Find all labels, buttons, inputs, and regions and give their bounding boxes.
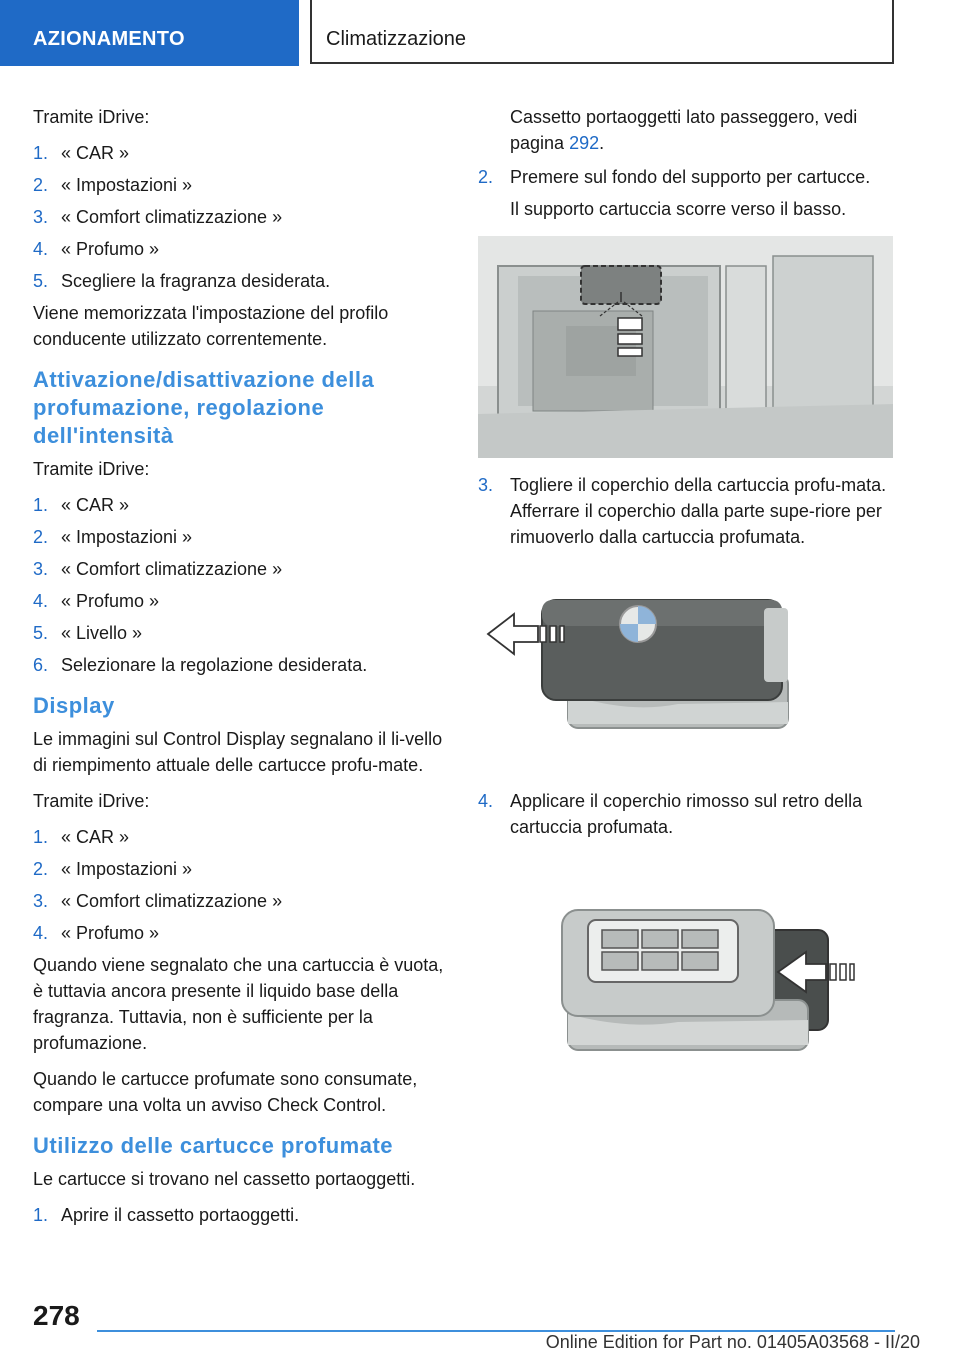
step-item (478, 788, 898, 840)
chapter-title: Climatizzazione (310, 0, 894, 64)
step-text: Premere sul fondo del supporto per cartucce. (510, 167, 871, 187)
step-item (33, 524, 448, 550)
step-number: 1. (33, 143, 49, 163)
step-list (33, 140, 448, 294)
step-note: Il supporto cartuccia scorre verso il basso. (510, 199, 847, 219)
step-item (33, 620, 448, 646)
step-number: 1. (33, 495, 49, 515)
body-paragraph: Quando le cartucce profumate sono consumate, compare una volta un avviso Check Control. (33, 1069, 418, 1115)
page-number: 278 (33, 1300, 80, 1331)
section-heading-display: Display (33, 693, 115, 718)
step-item (33, 652, 448, 678)
step-item (33, 204, 448, 230)
step-text: « Impostazioni » (61, 527, 193, 547)
section-heading-usage: Utilizzo delle cartucce profumate (33, 1133, 394, 1158)
section-tab: AZIONAMENTO (0, 0, 299, 66)
step-item (478, 164, 898, 190)
step-number: 5. (33, 271, 49, 291)
step-number: 4. (478, 791, 494, 811)
body-paragraph: Quando viene segnalato che una cartuccia è vuota, è tuttavia ancora presente il liquido base della fragranza. Tuttavia, non è sufficiente per la profumazione. (33, 955, 444, 1053)
step-number: 6. (33, 655, 49, 675)
step-number: 2. (478, 167, 494, 187)
step-item (33, 492, 448, 518)
step-number: 5. (33, 623, 49, 643)
step-item (33, 888, 448, 914)
step-item (33, 856, 448, 882)
step-list (33, 824, 448, 946)
step-number: 1. (33, 827, 49, 847)
step-text: Aprire il cassetto portaoggetti. (61, 1205, 300, 1225)
step-text: Selezionare la regolazione desiderata. (61, 655, 368, 675)
step-number: 3. (33, 559, 49, 579)
step-text: « CAR » (61, 143, 130, 163)
step-list (478, 164, 898, 190)
step-number: 4. (33, 239, 49, 259)
step-continuation-end: . (599, 133, 605, 153)
step-item (33, 236, 448, 262)
body-paragraph: Le cartucce si trovano nel cassetto portaoggetti. (33, 1169, 416, 1189)
page-reference-link[interactable]: 292 (569, 133, 600, 153)
step-number: 3. (33, 207, 49, 227)
step-text: « Impostazioni » (61, 859, 193, 879)
step-list (33, 1202, 448, 1228)
step-item (33, 920, 448, 946)
step-text: Togliere il coperchio della cartuccia profu-mata. Afferrare il coperchio dalla parte supe-riore per rimuoverlo dalla cartuccia profumata. (510, 475, 887, 547)
step-text: « Comfort climatizzazione » (61, 559, 283, 579)
step-text: « Profumo » (61, 923, 160, 943)
step-text: « Comfort climatizzazione » (61, 207, 283, 227)
intro-text: Tramite iDrive: (33, 107, 150, 127)
step-number: 4. (33, 923, 49, 943)
intro-text: Tramite iDrive: (33, 791, 150, 811)
step-number: 3. (33, 891, 49, 911)
step-number: 4. (33, 591, 49, 611)
glovebox-illustration (478, 236, 893, 458)
step-text: Applicare il coperchio rimosso sul retro della cartuccia profumata. (510, 791, 863, 837)
step-list (478, 472, 898, 550)
step-continuation (478, 104, 898, 156)
step-item (33, 268, 448, 294)
intro-text: Tramite iDrive: (33, 459, 150, 479)
body-paragraph: Viene memorizzata l'impostazione del profilo conducente utilizzato correntemente. (33, 303, 389, 349)
step-continuation-text: Cassetto portaoggetti lato passeggero, vedi pagina (510, 107, 858, 153)
step-text: « CAR » (61, 827, 130, 847)
step-text: « Livello » (61, 623, 143, 643)
step-text: « Profumo » (61, 591, 160, 611)
page-header (0, 0, 960, 66)
step-text: « Profumo » (61, 239, 160, 259)
step-item (33, 588, 448, 614)
step-number: 2. (33, 527, 49, 547)
left-column (33, 104, 448, 1234)
edition-note: Online Edition for Part no. 01405A03568 - II/20 (545, 1332, 920, 1352)
step-list (33, 492, 448, 678)
step-number: 2. (33, 175, 49, 195)
step-number: 1. (33, 1205, 49, 1225)
step-item (33, 1202, 448, 1228)
step-number: 3. (478, 475, 494, 495)
right-column (478, 104, 898, 1074)
body-paragraph: Le immagini sul Control Display segnalano il li-vello di riempimento attuale delle cartucce profu-mate. (33, 729, 443, 775)
section-heading-activation: Attivazione/disattivazione della profumazione, regolazione dell'intensità (33, 367, 375, 448)
step-text: « Comfort climatizzazione » (61, 891, 283, 911)
step-item (33, 824, 448, 850)
step-item (478, 472, 898, 550)
step-item (33, 140, 448, 166)
step-list (478, 788, 898, 840)
step-item (33, 556, 448, 582)
cover-application-illustration (478, 890, 893, 1060)
step-text: « CAR » (61, 495, 130, 515)
step-text: Scegliere la fragranza desiderata. (61, 271, 331, 291)
step-text: « Impostazioni » (61, 175, 193, 195)
step-item (33, 172, 448, 198)
step-number: 2. (33, 859, 49, 879)
cartridge-cover-removal-illustration (478, 574, 893, 774)
